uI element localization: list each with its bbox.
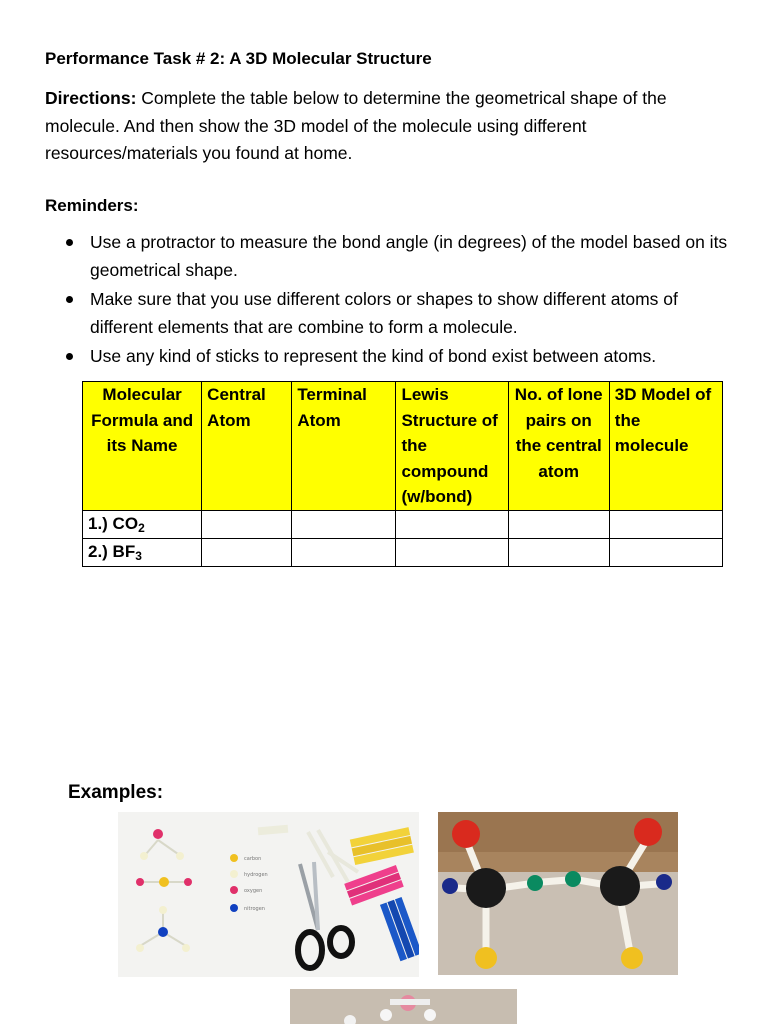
- list-item: Make sure that you use different colors or shapes to show different atoms of different elements that are combine to form a molecule.: [60, 286, 730, 341]
- example-photo-model-partial: [290, 989, 517, 1024]
- header-3d-model: 3D Model of the molecule: [609, 382, 722, 511]
- row-formula: 2.) $BF_3$: [83, 538, 202, 566]
- table-cell[interactable]: [396, 538, 508, 566]
- table-cell[interactable]: [292, 510, 396, 538]
- legend-label: carbon: [244, 856, 262, 862]
- examples-heading: Examples:: [68, 782, 164, 803]
- legend-label: oxygen: [244, 888, 263, 894]
- header-molecular-formula: Molecular Formula and its Name: [83, 382, 202, 511]
- example-photo-materials: [118, 812, 419, 977]
- table-cell[interactable]: [508, 538, 609, 566]
- row-formula: 1.) $CO_2$: [83, 510, 202, 538]
- table-row: [83, 510, 723, 538]
- table-cell[interactable]: [202, 538, 292, 566]
- reminders-list: [60, 229, 730, 373]
- header-lone-pairs: No. of lone pairs on the central atom: [508, 382, 609, 511]
- directions-label: Directions:: [45, 88, 137, 108]
- table-header-row: [83, 382, 723, 511]
- table-cell[interactable]: [202, 510, 292, 538]
- table-cell[interactable]: [396, 510, 508, 538]
- bullet-icon: [66, 296, 73, 303]
- table-row: [83, 538, 723, 566]
- table-cell[interactable]: [609, 538, 722, 566]
- directions-paragraph: [45, 85, 735, 168]
- table-cell[interactable]: [508, 510, 609, 538]
- list-item: Use any kind of sticks to represent the kind of bond exist between atoms.: [60, 343, 730, 371]
- legend-label: hydrogen: [244, 872, 268, 878]
- list-item: Use a protractor to measure the bond angle (in degrees) of the model based on its geometrical shape.: [60, 229, 730, 284]
- reminders-heading: Reminders:: [45, 196, 139, 215]
- bullet-icon: [66, 239, 73, 246]
- bullet-icon: [66, 353, 73, 360]
- page-title: Performance Task # 2: A 3D Molecular Structure: [45, 49, 432, 68]
- table-cell[interactable]: [609, 510, 722, 538]
- example-photo-ball-stick-models: [438, 812, 678, 975]
- header-terminal-atom: Terminal Atom: [292, 382, 396, 511]
- table-cell[interactable]: [292, 538, 396, 566]
- legend-label: nitrogen: [244, 906, 265, 912]
- molecule-table: [82, 381, 723, 567]
- header-lewis-structure: Lewis Structure of the compound (w/bond): [396, 382, 508, 511]
- directions-text: Complete the table below to determine the geometrical shape of the molecule. And then show the 3D model of the molecule using different resources/materials you found at home.: [45, 88, 667, 163]
- header-central-atom: Central Atom: [202, 382, 292, 511]
